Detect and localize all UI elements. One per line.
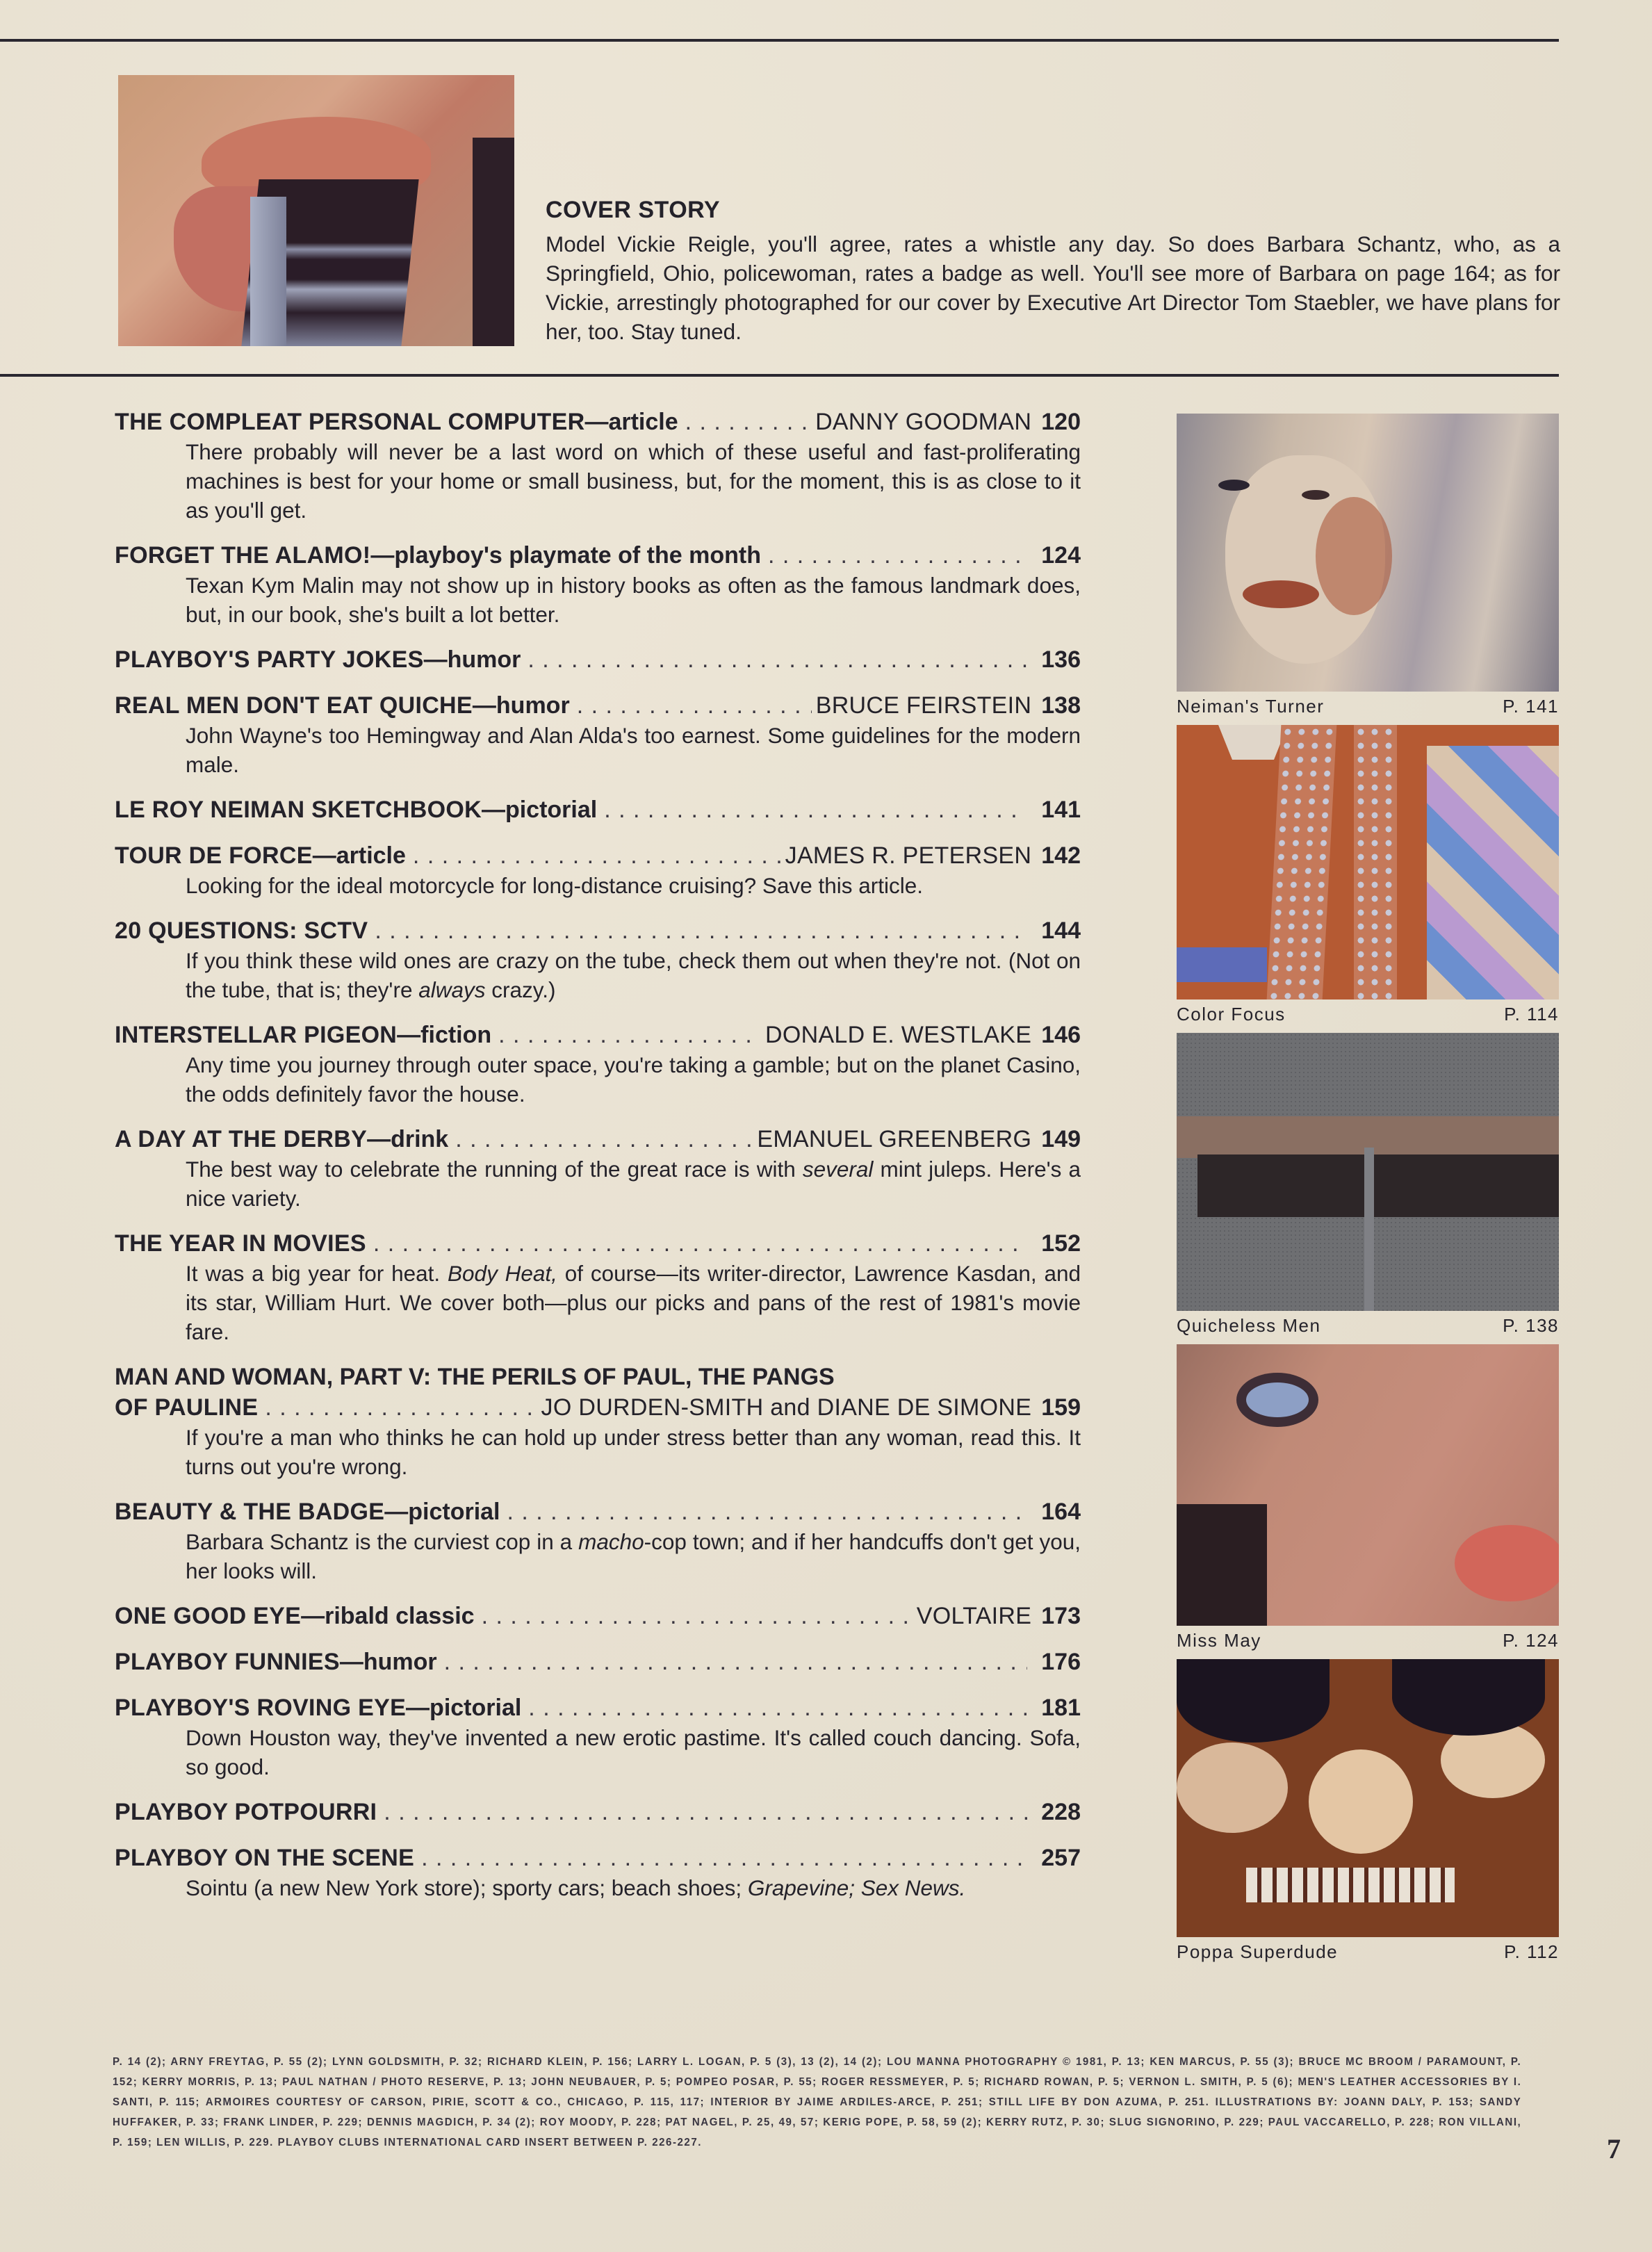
toc-entry[interactable] bbox=[115, 1843, 1081, 1902]
toc-page-number[interactable]: 159 bbox=[1041, 1394, 1081, 1421]
photo-caption: Color Focus bbox=[1177, 1004, 1286, 1025]
cover-story bbox=[546, 197, 1560, 346]
toc-entry[interactable] bbox=[115, 915, 1081, 1004]
photo-column bbox=[1177, 414, 1559, 1970]
toc-entry[interactable] bbox=[115, 1228, 1081, 1346]
photo-page: P. 112 bbox=[1504, 1941, 1559, 1962]
toc-page-number[interactable]: 146 bbox=[1041, 1022, 1081, 1048]
photo-card[interactable] bbox=[1177, 725, 1559, 1027]
toc-heading bbox=[115, 1496, 1081, 1527]
photo-caption: Quicheless Men bbox=[1177, 1315, 1321, 1336]
photo-caption: Miss May bbox=[1177, 1630, 1261, 1651]
toc-title-line1: MAN AND WOMAN, PART V: THE PERILS OF PAUL, THE PANGS bbox=[115, 1364, 835, 1390]
toc-entry[interactable] bbox=[115, 1124, 1081, 1213]
photo-card[interactable] bbox=[1177, 414, 1559, 719]
toc-entry[interactable] bbox=[115, 540, 1081, 629]
toc-title: FORGET THE ALAMO! bbox=[115, 542, 371, 569]
toc-author: DONALD E. WESTLAKE bbox=[764, 1022, 1032, 1048]
toc-entry[interactable] bbox=[115, 1020, 1081, 1109]
toc-entry[interactable] bbox=[115, 1362, 1081, 1481]
toc-entry[interactable] bbox=[115, 690, 1081, 779]
dot-leader bbox=[455, 1124, 753, 1154]
toc-kind: humor bbox=[363, 1649, 437, 1675]
toc-heading bbox=[115, 1020, 1081, 1050]
toc-entry[interactable] bbox=[115, 840, 1081, 900]
toc-author: JO DURDEN-SMITH and DIANE DE SIMONE bbox=[541, 1394, 1032, 1421]
toc-title: ONE GOOD EYE bbox=[115, 1603, 302, 1629]
em-dash: — bbox=[301, 1603, 325, 1629]
toc-kind: ribald classic bbox=[325, 1603, 475, 1629]
toc-kind: playboy's playmate of the month bbox=[394, 542, 761, 569]
toc-page-number[interactable]: 124 bbox=[1041, 542, 1081, 569]
photo-credits: P. 14 (2); ARNY FREYTAG, P. 55 (2); LYNN GOLDSMITH, P. 32; RICHARD KLEIN, P. 156; LARRY L. LOGAN, P. 5 (3), 13 (2), 14 (2); LOU MANNA PHOTOGRAPHY © 1981, P. 13; KEN MARCUS, P. 55 (3); BRUCE MC BROOM / PARAMOUNT, P. 152; KERRY MORRIS, P. 13; PAUL NATHAN / PHOTO RESERVE, P. 13; JOHN NEUBAUER, P. 5; POMPEO POSAR, P. 55; ROGER RESSMEYER, P. 5; RICHARD ROWAN, P. 5; VERNON L. SMITH, P. 5 (6); MEN'S LEATHER ACCESSORIES BY I. SANTI, P. 115; ARMOIRES COURTESY OF CARSON, PIRIE, SCOTT & CO., CHICAGO, P. 115, 117; INTERIOR BY JAIME ARDILES-ARCE, P. 251; STILL LIFE BY DON AZUMA, P. 251. ILLUSTRATIONS BY: JOANN DALY, P. 153; SANDY HUFFAKER, P. 33; FRANK LINDER, P. 229; DENNIS MAGDICH, P. 34 (2); ROY MOODY, P. 228; PAT NAGEL, P. 25, 49, 57; KERIG POPE, P. 58, 59 (2); KERRY RUTZ, P. 30; SLUG SIGNORINO, P. 229; PAUL VACCARELLO, P. 228; RON VILLANI, P. 159; LEN WILLIS, P. 229. PLAYBOY CLUBS INTERNATIONAL CARD INSERT BETWEEN P. 226-227. bbox=[113, 2056, 1522, 2148]
toc-description: Any time you journey through outer space, you're taking a gamble; but on the planet Casino, the odds definitely favor the house. bbox=[186, 1052, 1081, 1107]
toc-description: Looking for the ideal motorcycle for long-distance cruising? Save this article. bbox=[186, 873, 924, 898]
em-dash: — bbox=[584, 409, 609, 435]
toc-author: DANNY GOODMAN bbox=[815, 409, 1032, 435]
toc-title: THE YEAR IN MOVIES bbox=[115, 1230, 366, 1257]
toc-title: BEAUTY & THE BADGE bbox=[115, 1499, 385, 1525]
toc-title: 20 QUESTIONS: SCTV bbox=[115, 917, 368, 944]
toc-kind: pictorial bbox=[430, 1695, 522, 1721]
toc-page-number[interactable]: 138 bbox=[1041, 692, 1081, 719]
em-dash: — bbox=[312, 842, 336, 869]
photo-page: P. 124 bbox=[1503, 1630, 1559, 1651]
toc-page-number[interactable]: 136 bbox=[1041, 646, 1081, 673]
toc-heading bbox=[115, 1392, 1081, 1423]
toc-description: Texan Kym Malin may not show up in history books as often as the famous landmark does, but, in our book, she's built a lot better. bbox=[186, 573, 1081, 627]
toc-entry[interactable] bbox=[115, 1797, 1081, 1827]
dot-leader bbox=[384, 1797, 1027, 1827]
toc-title: PLAYBOY POTPOURRI bbox=[115, 1799, 377, 1825]
dot-leader bbox=[528, 1692, 1027, 1723]
ties-sweater-image bbox=[1177, 725, 1559, 999]
cartoon-face-image bbox=[1177, 1659, 1559, 1937]
cover-photo bbox=[118, 75, 514, 346]
photo-card[interactable] bbox=[1177, 1344, 1559, 1654]
toc-title: OF PAULINE bbox=[115, 1394, 259, 1421]
page-number: 7 bbox=[1607, 2133, 1621, 2164]
toc-title: A DAY AT THE DERBY bbox=[115, 1126, 368, 1152]
toc-page-number[interactable]: 176 bbox=[1041, 1649, 1081, 1675]
photo-page: P. 114 bbox=[1504, 1004, 1559, 1025]
toc-entry[interactable] bbox=[115, 407, 1081, 525]
toc-title: PLAYBOY FUNNIES bbox=[115, 1649, 340, 1675]
dot-leader bbox=[482, 1601, 913, 1631]
dot-leader bbox=[577, 690, 812, 721]
dot-leader bbox=[265, 1392, 537, 1423]
toc-page-number[interactable]: 149 bbox=[1041, 1126, 1081, 1152]
toc-title: PLAYBOY'S ROVING EYE bbox=[115, 1695, 407, 1721]
toc-title: THE COMPLEAT PERSONAL COMPUTER bbox=[115, 409, 585, 435]
toc-entry[interactable] bbox=[115, 644, 1081, 675]
toc-description: There probably will never be a last word on which of these useful and fast-proliferating machines is best for your home or small business, but, for the moment, this is as close to it as you'll get. bbox=[186, 439, 1081, 523]
toc-heading bbox=[115, 1647, 1081, 1677]
dot-leader bbox=[413, 840, 781, 871]
em-dash: — bbox=[472, 692, 496, 719]
toc-title: TOUR DE FORCE bbox=[115, 842, 313, 869]
em-dash: — bbox=[370, 542, 395, 569]
toc-kind: humor bbox=[447, 646, 521, 673]
toc-heading bbox=[115, 1601, 1081, 1631]
toc-heading bbox=[115, 915, 1081, 946]
em-dash: — bbox=[481, 797, 505, 823]
em-dash: — bbox=[406, 1695, 430, 1721]
toc-description: It was a big year for heat. Body Heat, of course—its writer-director, Lawrence Kasdan, and its star, William Hurt. We cover both—plus our picks and pans of the rest of 1981's movie fare. bbox=[186, 1261, 1081, 1344]
jeans-belt-image bbox=[1177, 1033, 1559, 1311]
sketch-portrait-image bbox=[1177, 414, 1559, 692]
dot-leader bbox=[604, 794, 1027, 825]
toc-kind: pictorial bbox=[505, 797, 598, 823]
photo-caption: Poppa Superdude bbox=[1177, 1941, 1339, 1962]
dot-leader bbox=[768, 540, 1027, 571]
toc-heading bbox=[115, 540, 1081, 571]
em-dash: — bbox=[367, 1126, 391, 1152]
dot-leader bbox=[444, 1647, 1028, 1677]
dot-leader bbox=[375, 915, 1027, 946]
toc-title: LE ROY NEIMAN SKETCHBOOK bbox=[115, 797, 482, 823]
photo-page: P. 138 bbox=[1503, 1315, 1559, 1336]
dot-leader bbox=[421, 1843, 1027, 1873]
toc-title: INTERSTELLAR PIGEON bbox=[115, 1022, 398, 1048]
toc-description: Sointu (a new New York store); sporty cars; beach shoes; Grapevine; Sex News. bbox=[186, 1875, 966, 1900]
toc-author: JAMES R. PETERSEN bbox=[785, 842, 1032, 869]
toc-entry[interactable] bbox=[115, 1647, 1081, 1677]
toc-description: Barbara Schantz is the curviest cop in a macho-cop town; and if her handcuffs don't get you, her looks will. bbox=[186, 1529, 1081, 1583]
em-dash: — bbox=[397, 1022, 421, 1048]
toc-kind: humor bbox=[496, 692, 570, 719]
toc-page-number[interactable]: 164 bbox=[1041, 1499, 1081, 1525]
toc-page-number[interactable]: 142 bbox=[1041, 842, 1081, 869]
toc-page-number[interactable]: 173 bbox=[1041, 1603, 1081, 1629]
toc-heading bbox=[115, 644, 1081, 675]
toc-description: If you're a man who thinks he can hold up under stress better than any woman, read this. It turns out you're wrong. bbox=[186, 1425, 1081, 1479]
toc-page-number[interactable]: 181 bbox=[1041, 1695, 1081, 1721]
toc-page-number[interactable]: 152 bbox=[1041, 1230, 1081, 1257]
top-rule bbox=[0, 39, 1559, 42]
toc-heading bbox=[115, 407, 1081, 437]
toc-kind: pictorial bbox=[408, 1499, 500, 1525]
toc-kind: article bbox=[336, 842, 406, 869]
toc-description: John Wayne's too Hemingway and Alan Alda's too earnest. Some guidelines for the modern male. bbox=[186, 723, 1081, 777]
photo-card[interactable] bbox=[1177, 1033, 1559, 1339]
photo-page: P. 141 bbox=[1503, 696, 1559, 717]
toc-kind: drink bbox=[391, 1126, 449, 1152]
em-dash: — bbox=[384, 1499, 409, 1525]
toc-page-number[interactable]: 257 bbox=[1041, 1845, 1081, 1871]
section-rule bbox=[0, 374, 1559, 377]
toc-title: REAL MEN DON'T EAT QUICHE bbox=[115, 692, 473, 719]
toc-author: BRUCE FEIRSTEIN bbox=[815, 692, 1032, 719]
cover-story-title: COVER STORY bbox=[546, 197, 721, 223]
toc-kind: article bbox=[608, 409, 678, 435]
toc-heading bbox=[115, 690, 1081, 721]
toc-entry[interactable] bbox=[115, 1692, 1081, 1781]
toc-page-number[interactable]: 120 bbox=[1041, 409, 1081, 435]
toc-heading bbox=[115, 1797, 1081, 1827]
toc-entry[interactable] bbox=[115, 1496, 1081, 1585]
toc-description: If you think these wild ones are crazy on the tube, check them out when they're not. (Not on the tube, that is; they're always crazy.) bbox=[186, 948, 1081, 1002]
toc-heading bbox=[115, 1124, 1081, 1154]
toc-title: PLAYBOY ON THE SCENE bbox=[115, 1845, 415, 1871]
dot-leader bbox=[373, 1228, 1027, 1259]
toc-page-number[interactable]: 144 bbox=[1041, 917, 1081, 944]
photo-caption: Neiman's Turner bbox=[1177, 696, 1325, 717]
playmate-face-image bbox=[1177, 1344, 1559, 1626]
toc-heading bbox=[115, 840, 1081, 871]
toc-entry[interactable] bbox=[115, 1601, 1081, 1631]
dot-leader bbox=[528, 644, 1027, 675]
em-dash: — bbox=[423, 646, 448, 673]
toc-heading bbox=[115, 1843, 1081, 1873]
dot-leader bbox=[685, 407, 811, 437]
toc-description: The best way to celebrate the running of the great race is with several mint juleps. Here's a nice variety. bbox=[186, 1157, 1081, 1211]
cover-story-body: Model Vickie Reigle, you'll agree, rates a whistle any day. So does Barbara Schantz, who, as a Springfield, Ohio, policewoman, rates a badge as well. You'll see more of Barbara on page 164; as for Vickie, arrestingly photographed for our cover by Executive Art Director Tom Staebler, we have plans for her, too. Stay tuned. bbox=[546, 231, 1560, 344]
toc-kind: fiction bbox=[420, 1022, 492, 1048]
toc-heading bbox=[115, 1228, 1081, 1259]
table-of-contents bbox=[115, 407, 1081, 1918]
toc-entry[interactable] bbox=[115, 794, 1081, 825]
toc-page-number[interactable]: 228 bbox=[1041, 1799, 1081, 1825]
toc-title: PLAYBOY'S PARTY JOKES bbox=[115, 646, 424, 673]
toc-description: Down Houston way, they've invented a new erotic pastime. It's called couch dancing. Sofa, so good. bbox=[186, 1725, 1081, 1779]
photo-card[interactable] bbox=[1177, 1659, 1559, 1965]
toc-author: VOLTAIRE bbox=[916, 1603, 1032, 1629]
toc-author: EMANUEL GREENBERG bbox=[757, 1126, 1032, 1152]
toc-heading bbox=[115, 794, 1081, 825]
dot-leader bbox=[507, 1496, 1028, 1527]
em-dash: — bbox=[339, 1649, 363, 1675]
toc-heading bbox=[115, 1692, 1081, 1723]
dot-leader bbox=[498, 1020, 761, 1050]
toc-page-number[interactable]: 141 bbox=[1041, 797, 1081, 823]
